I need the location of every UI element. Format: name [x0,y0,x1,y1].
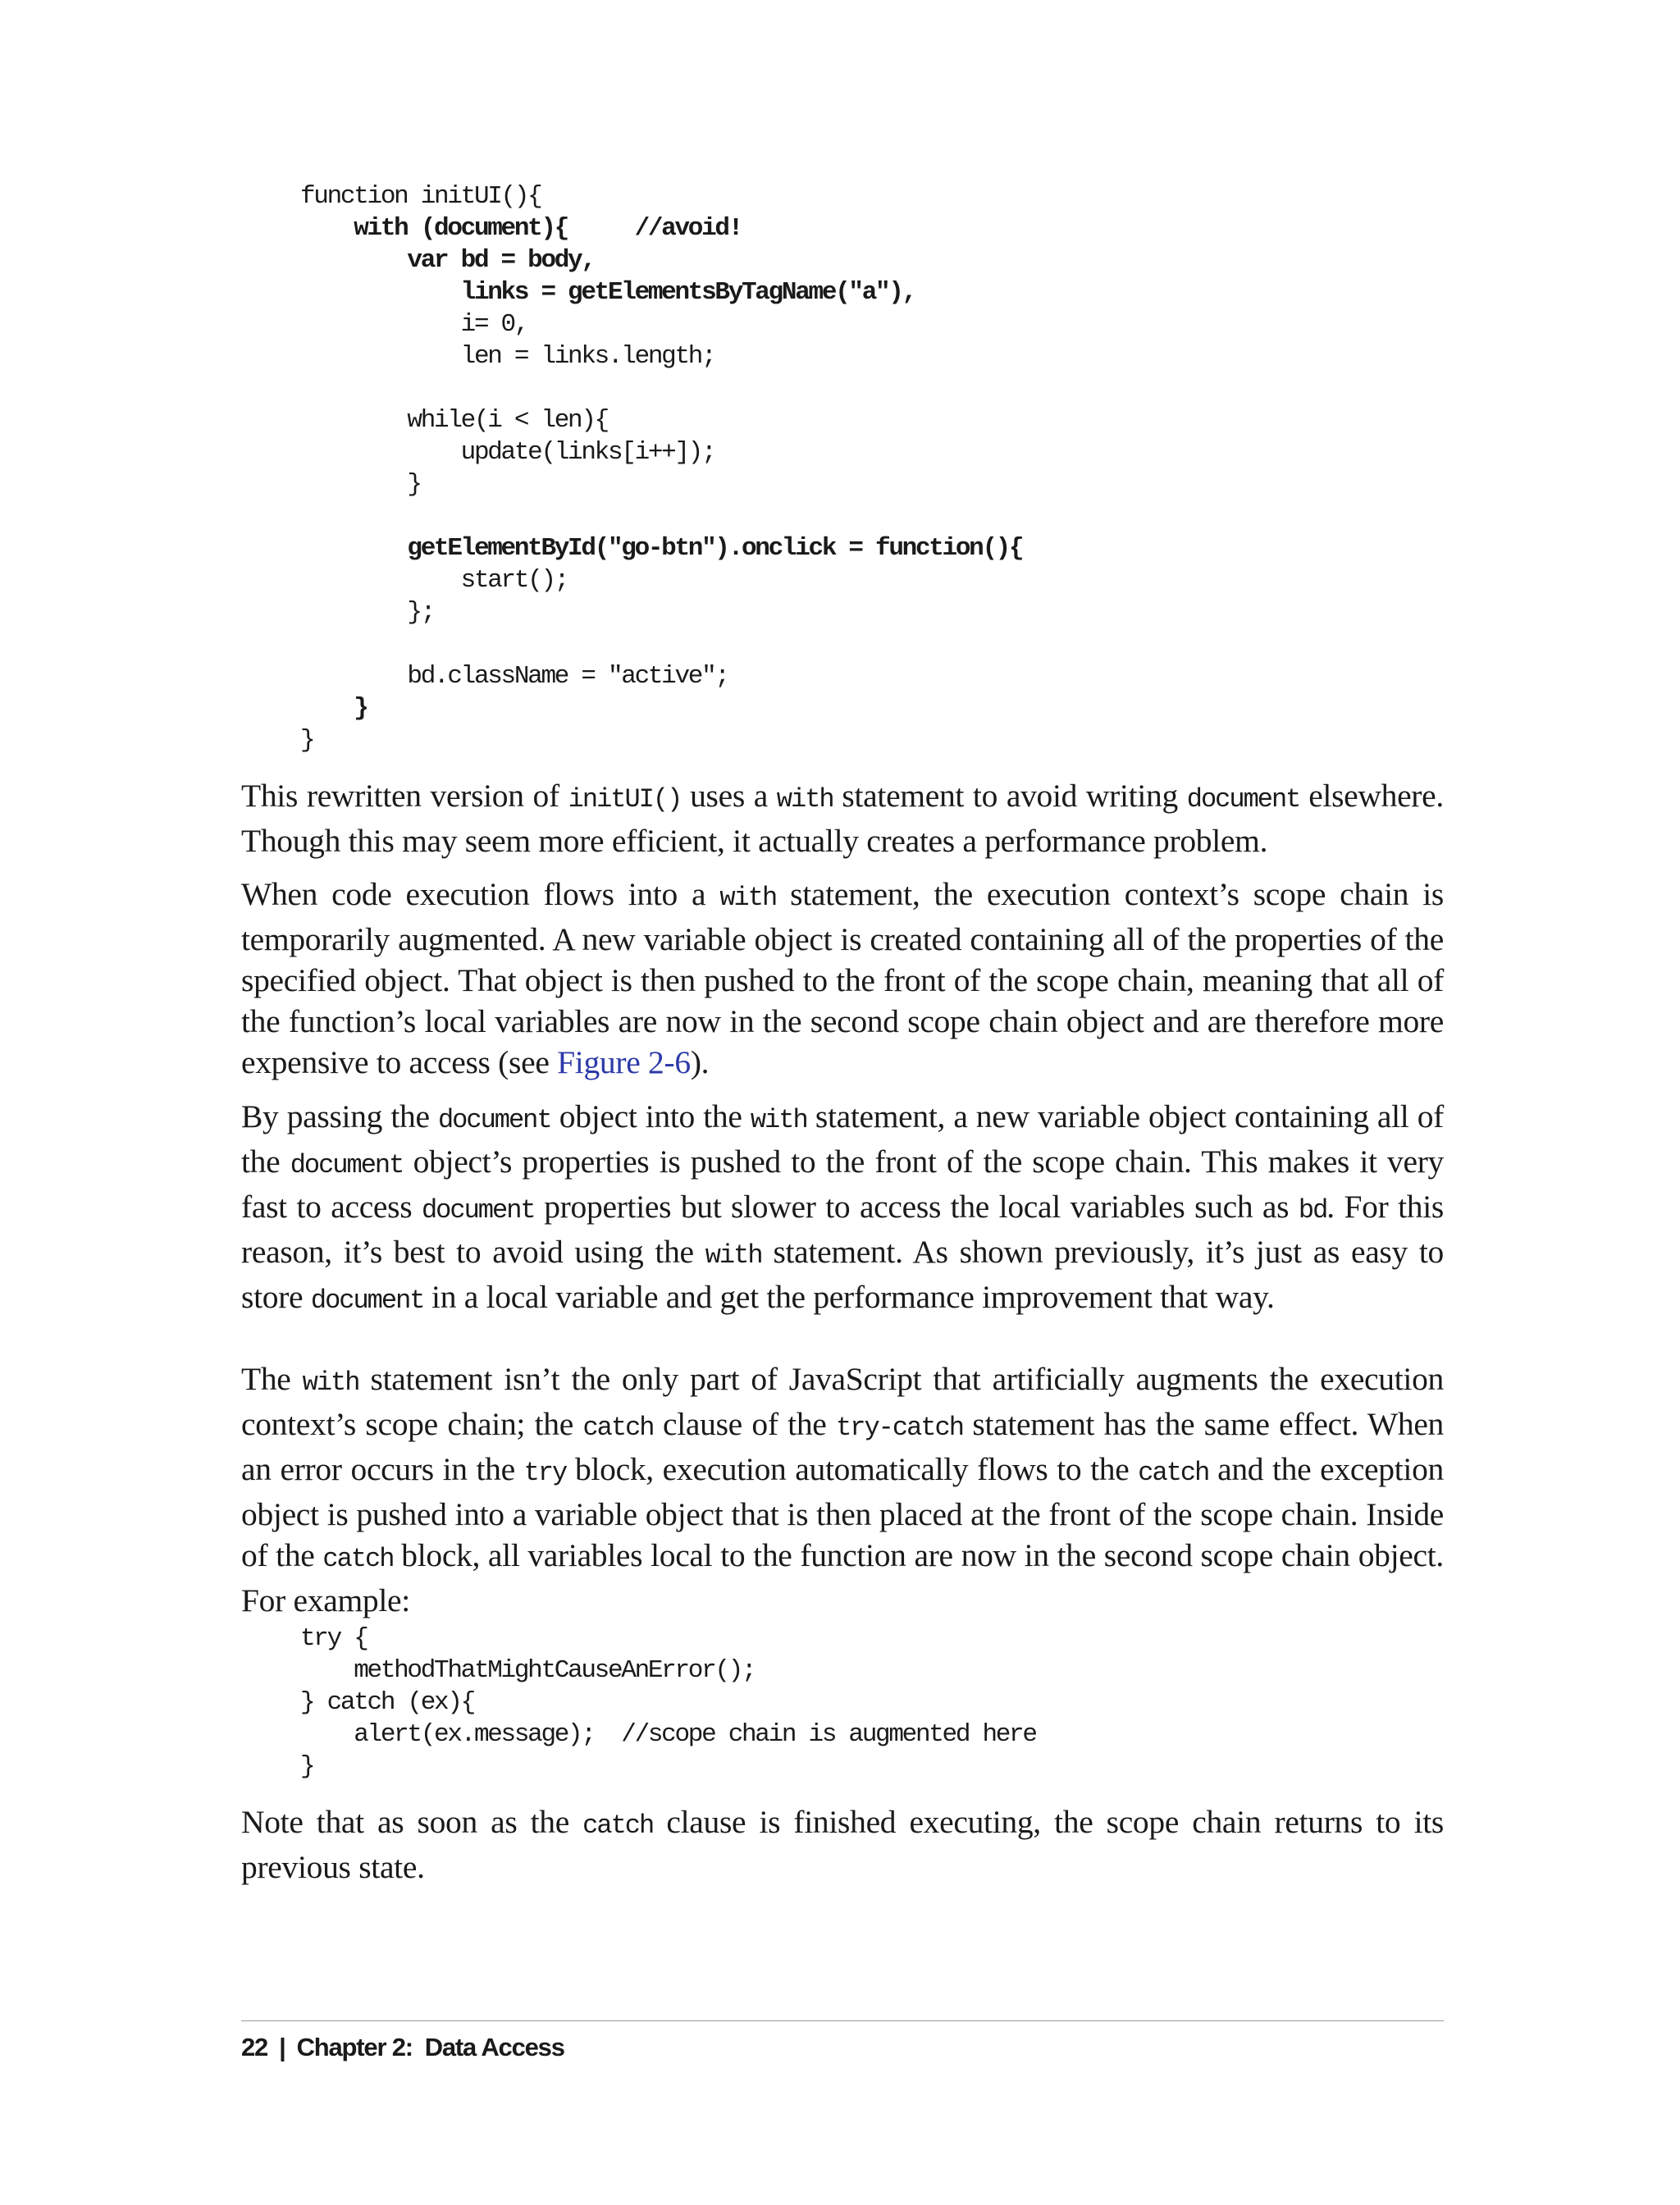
text-span: clause is finished executing, the scope chain returns to its previous state. [241,1804,1444,1885]
text-span: statement has the same effect. When an error occurs in the [241,1406,1445,1487]
code-line [300,628,1022,660]
code-line: } [300,694,368,723]
paragraph-4 [241,1358,1444,1621]
inline-code: document [290,1150,404,1180]
inline-code: try-catch [836,1413,963,1443]
code-line: var bd = body, [300,246,595,275]
text-span: block, all variables local to the function are now in the second scope chain object. For example: [241,1537,1444,1618]
text-span: statement isn’t the only part of JavaScript that artificially augments the execution context’s scope chain; the [241,1361,1444,1442]
text-span: statement to avoid writing [833,778,1187,814]
inline-code: document [437,1105,551,1135]
code-line: methodThatMightCauseAnError(); [300,1656,756,1685]
text-span: in a local variable and get the performance improvement that way. [423,1279,1275,1315]
page-footer [241,2033,564,2062]
code-line: } catch (ex){ [300,1688,474,1717]
footer-divider [241,2020,1444,2021]
code-line: getElementById("go-btn").onclick = function(){ [300,534,1023,563]
paragraph-3 [241,1096,1444,1322]
inline-code: catch [322,1544,394,1574]
footer-separator: | [279,2033,285,2061]
inline-code: catch [1138,1458,1209,1488]
text-span: uses a [681,778,777,814]
page-number: 22 [241,2033,268,2061]
code-line: function initUI(){ [300,182,541,211]
code-line: alert(ex.message); //scope chain is augmented here [300,1720,1036,1749]
code-line: }; [300,598,435,627]
inline-code: with [750,1105,807,1135]
inline-code: try [523,1458,567,1488]
code-line: with (document){ //avoid! [300,214,742,243]
text-span: and the exception object is pushed into a variable object that is then placed at the front of the scope chain. Inside of the [241,1451,1444,1573]
code-line: start(); [300,566,568,595]
code-line: } [300,726,314,755]
text-span: This rewritten version of [241,778,568,814]
text-span: statement, a new variable object containing all of the [241,1098,1444,1180]
inline-code: with [719,883,777,913]
paragraph-2 [241,874,1444,1083]
code-line: bd.className = "active"; [300,662,728,691]
text-span: object’s properties is pushed to the front of the scope chain. This makes it very fast to access [241,1144,1444,1225]
text-span: properties but slower to access the local variables such as [534,1189,1299,1225]
text-span: object into the [550,1098,751,1134]
inline-code: document [310,1285,424,1316]
inline-code: document [421,1195,535,1226]
inline-code: initUI() [568,784,682,815]
code-line [300,500,1022,532]
text-span: ). [690,1044,710,1080]
figure-2-6-link[interactable]: Figure 2-6 [557,1044,691,1080]
code-block-try-catch [300,1623,1036,1783]
code-line: } [300,1752,314,1781]
inline-code: with [302,1367,359,1398]
text-span: block, execution automatically flows to the [566,1451,1139,1487]
inline-code: document [1186,784,1300,815]
code-block-with-statement [300,180,1022,756]
code-line: links = getElementsByTagName("a"), [300,278,915,307]
code-line: } [300,470,421,499]
text-span: . For this reason, it’s best to avoid using the [241,1189,1444,1270]
inline-code: with [776,784,833,815]
code-line [300,372,1022,404]
text-span: statement, the execution context’s scope chain is temporarily augmented. A new variable object is created containing all of the properties of the specified object. That object is then pushed to the front of the scope chain, meaning that all of the function’s local variables are now in the second scope chain object and are therefore more expensive to access (see [241,876,1444,1080]
code-line: i= 0, [300,310,528,339]
inline-code: catch [582,1810,654,1841]
code-line: while(i < len){ [300,406,608,435]
code-line: len = links.length; [300,342,715,371]
code-line: update(links[i++]); [300,438,715,467]
text-span: By passing the [241,1098,438,1134]
chapter-title: Chapter 2: Data Access [296,2033,564,2061]
text-span: The [241,1361,303,1397]
inline-code: with [705,1240,762,1271]
text-span: Note that as soon as the [241,1804,583,1840]
paragraph-5 [241,1801,1444,1888]
text-span: clause of the [653,1406,837,1442]
code-line: try { [300,1624,368,1653]
text-span: statement. As shown previously, it’s just as easy to store [241,1234,1444,1315]
text-span: elsewhere. Though this may seem more efficient, it actually creates a performance problem. [241,778,1444,859]
inline-code: bd [1298,1195,1327,1226]
text-span: When code execution flows into a [241,876,720,912]
inline-code: catch [582,1413,654,1443]
paragraph-1 [241,775,1444,861]
